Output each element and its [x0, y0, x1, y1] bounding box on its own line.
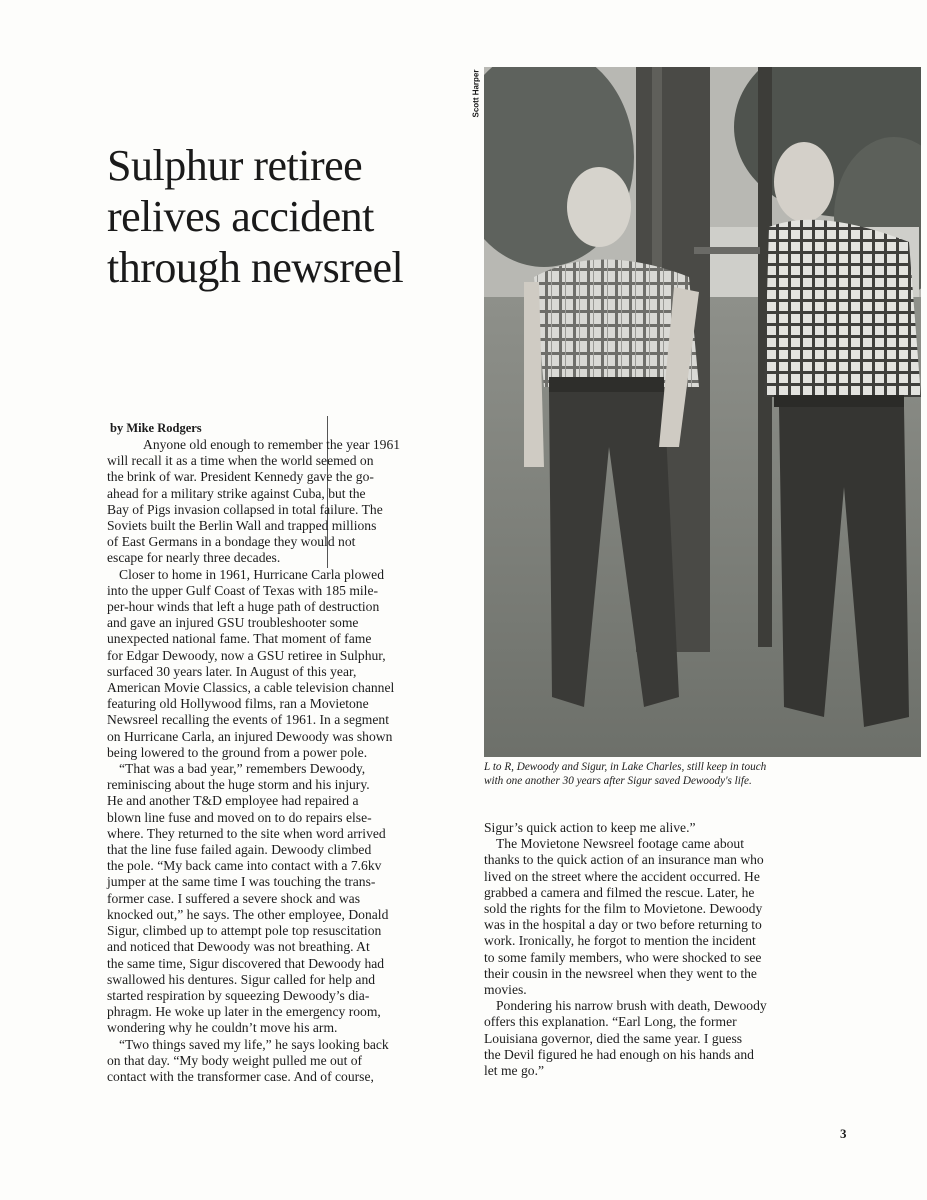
text-line: former case. I suffered a severe shock and was [107, 890, 361, 906]
text-line: The Movietone Newsreel footage came about [496, 836, 744, 852]
text-line: will recall it as a time when the world seemed on [107, 453, 374, 469]
text-line: started respiration by squeezing Dewoody’s dia- [107, 987, 370, 1003]
text-line: let me go.” [484, 1063, 545, 1079]
text-line: Soviets built the Berlin Wall and trapped millions [107, 518, 377, 534]
text-line: being lowered to the ground from a power pole. [107, 744, 368, 760]
text-line: ahead for a military strike against Cuba, but the [107, 485, 366, 501]
text-line: reminiscing about the huge storm and his injury. [107, 777, 370, 793]
text-line: grabbed a camera and filmed the rescue. Later, he [484, 884, 755, 900]
byline: by Mike Rodgers [110, 421, 202, 435]
text-line: movies. [484, 982, 527, 998]
article-photo [484, 67, 921, 757]
caption-line: with one another 30 years after Sigur saved Dewoody's life. [484, 775, 752, 787]
text-line: that the line fuse failed again. Dewoody climbed [107, 842, 372, 858]
text-line: surfaced 30 years later. In August of this year, [107, 663, 357, 679]
text-line: Sigur, climbed up to attempt pole top resuscitation [107, 923, 382, 939]
text-line: Bay of Pigs invasion collapsed in total failure. The [107, 501, 383, 517]
text-line: on Hurricane Carla, an injured Dewoody was shown [107, 728, 393, 744]
text-line: “Two things saved my life,” he says looking back [119, 1036, 389, 1052]
headline-line: Sulphur retiree [107, 141, 363, 190]
text-line: of East Germans in a bondage they would not [107, 534, 356, 550]
text-line: per-hour winds that left a huge path of destruction [107, 599, 380, 615]
text-line: and noticed that Dewoody was not breathing. At [107, 939, 370, 955]
text-line: wondering why he couldn’t move his arm. [107, 1020, 338, 1036]
text-line: lived on the street where the accident occurred. He [484, 868, 760, 884]
text-line: Louisiana governor, died the same year. I guess [484, 1030, 743, 1046]
headline-line: relives accident [107, 192, 374, 241]
text-line: the brink of war. President Kennedy gave the go- [107, 469, 374, 485]
text-line: sold the rights for the film to Movietone. Dewoody [484, 901, 763, 917]
photo-caption [484, 760, 921, 788]
text-line: thanks to the quick action of an insurance man who [484, 852, 764, 868]
text-line: “That was a bad year,” remembers Dewoody, [119, 761, 366, 777]
headline-line: through newsreel [107, 243, 404, 292]
text-line: the same time, Sigur discovered that Dewoody had [107, 955, 385, 971]
photo-illustration [484, 67, 921, 757]
text-line: swallowed his dentures. Sigur called for help and [107, 971, 376, 987]
text-line: Closer to home in 1961, Hurricane Carla plowed [119, 566, 385, 582]
text-line: contact with the transformer case. And of course, [107, 1068, 374, 1084]
text-line: work. Ironically, he forgot to mention the incident [484, 933, 756, 949]
text-line: Anyone old enough to remember the year 1961 [143, 437, 401, 452]
text-line: for Edgar Dewoody, now a GSU retiree in Sulphur, [107, 647, 386, 663]
photo-credit-text: Scott Harper [471, 69, 481, 118]
text-line: escape for nearly three decades. [107, 550, 281, 566]
article-headline [107, 140, 437, 293]
right-text-column [484, 820, 767, 1079]
text-line: Pondering his narrow brush with death, Dewoody [496, 998, 767, 1014]
text-line: on that day. “My body weight pulled me out of [107, 1052, 363, 1068]
text-line: featuring old Hollywood films, ran a Movietone [107, 696, 369, 712]
text-line: American Movie Classics, a cable television channel [107, 680, 395, 696]
text-line: their cousin in the newsreel when they went to the [484, 965, 757, 981]
text-line: unexpected national fame. That moment of fame [107, 631, 372, 647]
text-line: and gave an injured GSU troubleshooter some [107, 615, 359, 631]
page-number: 3 [840, 1126, 847, 1141]
text-line: was in the hospital a day or two before returning to [484, 917, 762, 933]
text-line: blown line fuse and moved on to do repairs else- [107, 809, 372, 825]
text-line: into the upper Gulf Coast of Texas with 185 mile- [107, 582, 379, 598]
text-line: where. They returned to the site when word arrived [107, 825, 386, 841]
text-line: Sigur’s quick action to keep me alive.” [484, 820, 696, 835]
caption-line: L to R, Dewoody and Sigur, in Lake Charles, still keep in touch [484, 761, 767, 773]
text-line: jumper at the same time I was touching the trans- [107, 874, 376, 890]
left-text-column [107, 437, 400, 1085]
text-line: offers this explanation. “Earl Long, the former [484, 1014, 737, 1030]
text-line: knocked out,” he says. The other employee, Donald [107, 906, 389, 922]
text-line: phragm. He woke up later in the emergency room, [107, 1004, 381, 1020]
text-line: the pole. “My back came into contact with a 7.6kv [107, 858, 382, 874]
text-line: Newsreel recalling the events of 1961. In a segment [107, 712, 389, 728]
text-line: He and another T&D employee had repaired a [107, 793, 359, 809]
photo-credit [470, 67, 482, 122]
text-line: the Devil figured he had enough on his hands and [484, 1046, 754, 1062]
text-line: to some family members, who were shocked to see [484, 949, 762, 965]
